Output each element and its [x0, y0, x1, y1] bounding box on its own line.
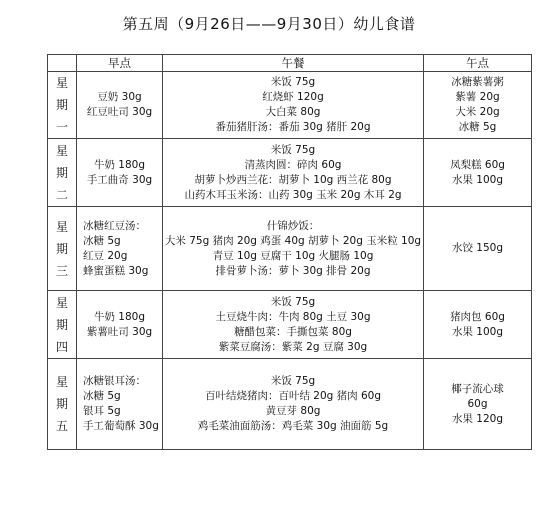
snack-item: 冰糖 5g [458, 121, 497, 133]
day-char: 星 [55, 375, 68, 389]
header-day [48, 55, 77, 72]
lunch-item: 土豆烧牛肉：牛肉 80g 土豆 30g [215, 310, 371, 323]
lunch-item: 紫菜豆腐汤：紫菜 2g 豆腐 30g [218, 340, 368, 353]
breakfast-item: 红豆吐司 30g [86, 106, 153, 118]
snack-item: 椰子流心球 [451, 382, 504, 395]
lunch-item: 大米 75g 猪肉 20g 鸡蛋 40g 胡萝卜 20g 玉米粒 10g [164, 234, 422, 247]
breakfast-item: 牛奶 180g [93, 158, 146, 171]
lunch-item: 胡萝卜炒西兰花：胡萝卜 10g 西兰花 80g [194, 173, 392, 186]
lunch-item: 山药木耳玉米汤：山药 30g 玉米 20g 木耳 2g [184, 188, 402, 201]
snack-item: 水果 120g [451, 412, 504, 425]
breakfast-item: 红豆 20g [83, 249, 128, 262]
breakfast-item: 冰糖 5g [83, 390, 121, 402]
day-char: 四 [55, 339, 68, 354]
page-title: 第五周（9月26日——9月30日）幼儿食谱 [122, 15, 416, 33]
breakfast-cell [77, 139, 163, 207]
day-cell [48, 207, 77, 291]
snack-item: 凤梨糕 60g [450, 158, 505, 171]
lunch-item: 糖醋包菜：手撕包菜 80g [234, 325, 352, 338]
lunch-item: 什锦炒饭： [266, 219, 320, 232]
breakfast-item: 紫薯吐司 30g [86, 325, 153, 338]
lunch-item: 大白菜 80g [265, 106, 321, 118]
day-cell [48, 359, 77, 450]
snack-cell [424, 291, 532, 359]
breakfast-cell [77, 72, 163, 139]
lunch-cell [163, 207, 424, 291]
lunch-item: 鸡毛菜油面筋汤：鸡毛菜 30g 油面筋 5g [197, 420, 389, 432]
lunch-cell [163, 72, 424, 139]
day-char: 二 [55, 187, 68, 202]
snack-item: 猪肉包 60g [450, 310, 505, 323]
snack-item: 60g [467, 397, 488, 410]
menu-row [48, 72, 532, 139]
day-char: 期 [55, 397, 68, 411]
header-row [48, 55, 532, 72]
snack-cell [424, 72, 532, 139]
breakfast-item: 牛奶 180g [93, 310, 146, 323]
weekly-menu-table [47, 54, 532, 450]
breakfast-item: 蜂蜜蛋糕 30g [83, 264, 149, 277]
lunch-item: 百叶结烧猪肉：百叶结 20g 猪肉 60g [204, 390, 382, 402]
lunch-cell [163, 359, 424, 450]
breakfast-item: 银耳 5g [83, 405, 121, 417]
day-char: 星 [55, 295, 68, 310]
snack-item: 紫薯 20g [455, 91, 500, 103]
menu-row [48, 139, 532, 207]
snack-item: 水饺 150g [451, 242, 504, 254]
day-char: 期 [55, 98, 68, 112]
snack-cell [424, 207, 532, 291]
menu-row [48, 207, 532, 291]
snack-cell [424, 139, 532, 207]
header-breakfast: 早点 [77, 55, 163, 72]
breakfast-item: 手工曲奇 30g [86, 173, 153, 186]
lunch-item: 米饭 75g [270, 143, 316, 156]
breakfast-item: 冰糖银耳汤： [83, 375, 146, 387]
lunch-cell [163, 139, 424, 207]
day-char: 一 [55, 120, 68, 134]
lunch-cell [163, 291, 424, 359]
lunch-item: 清蒸肉圆：碎肉 60g [244, 158, 342, 171]
day-char: 期 [55, 165, 68, 180]
day-cell [48, 291, 77, 359]
snack-cell [424, 359, 532, 450]
lunch-item: 青豆 10g 豆腐干 10g 火腿肠 10g [212, 249, 374, 262]
day-char: 星 [55, 76, 68, 90]
lunch-item: 米饭 75g [270, 76, 316, 88]
breakfast-item: 手工葡萄酥 30g [83, 420, 159, 432]
snack-item: 大米 20g [455, 106, 500, 118]
breakfast-cell [77, 291, 163, 359]
day-cell [48, 139, 77, 207]
lunch-item: 黄豆芽 80g [265, 405, 321, 417]
snack-item: 水果 100g [451, 325, 504, 338]
day-char: 三 [55, 263, 68, 278]
day-char: 星 [55, 143, 68, 158]
lunch-item: 米饭 75g [270, 375, 316, 387]
day-cell [48, 72, 77, 139]
day-char: 期 [55, 317, 68, 332]
breakfast-item: 豆奶 30g [97, 91, 142, 103]
breakfast-item: 冰糖红豆汤： [83, 219, 146, 232]
breakfast-cell [77, 207, 163, 291]
header-lunch: 午餐 [163, 55, 424, 72]
lunch-item: 番茄猪肝汤：番茄 30g 猪肝 20g [215, 121, 371, 133]
day-char: 期 [55, 241, 68, 256]
lunch-item: 排骨萝卜汤：萝卜 30g 排骨 20g [215, 264, 371, 277]
menu-row [48, 359, 532, 450]
menu-row [48, 291, 532, 359]
day-char: 五 [55, 419, 68, 433]
breakfast-item: 冰糖 5g [83, 234, 121, 247]
day-char: 星 [55, 219, 68, 234]
lunch-item: 米饭 75g [270, 295, 316, 308]
breakfast-cell [77, 359, 163, 450]
lunch-item: 红烧虾 120g [262, 91, 324, 103]
header-snack: 午点 [424, 55, 532, 72]
snack-item: 冰糖紫薯粥 [451, 76, 504, 88]
snack-item: 水果 100g [451, 173, 504, 186]
